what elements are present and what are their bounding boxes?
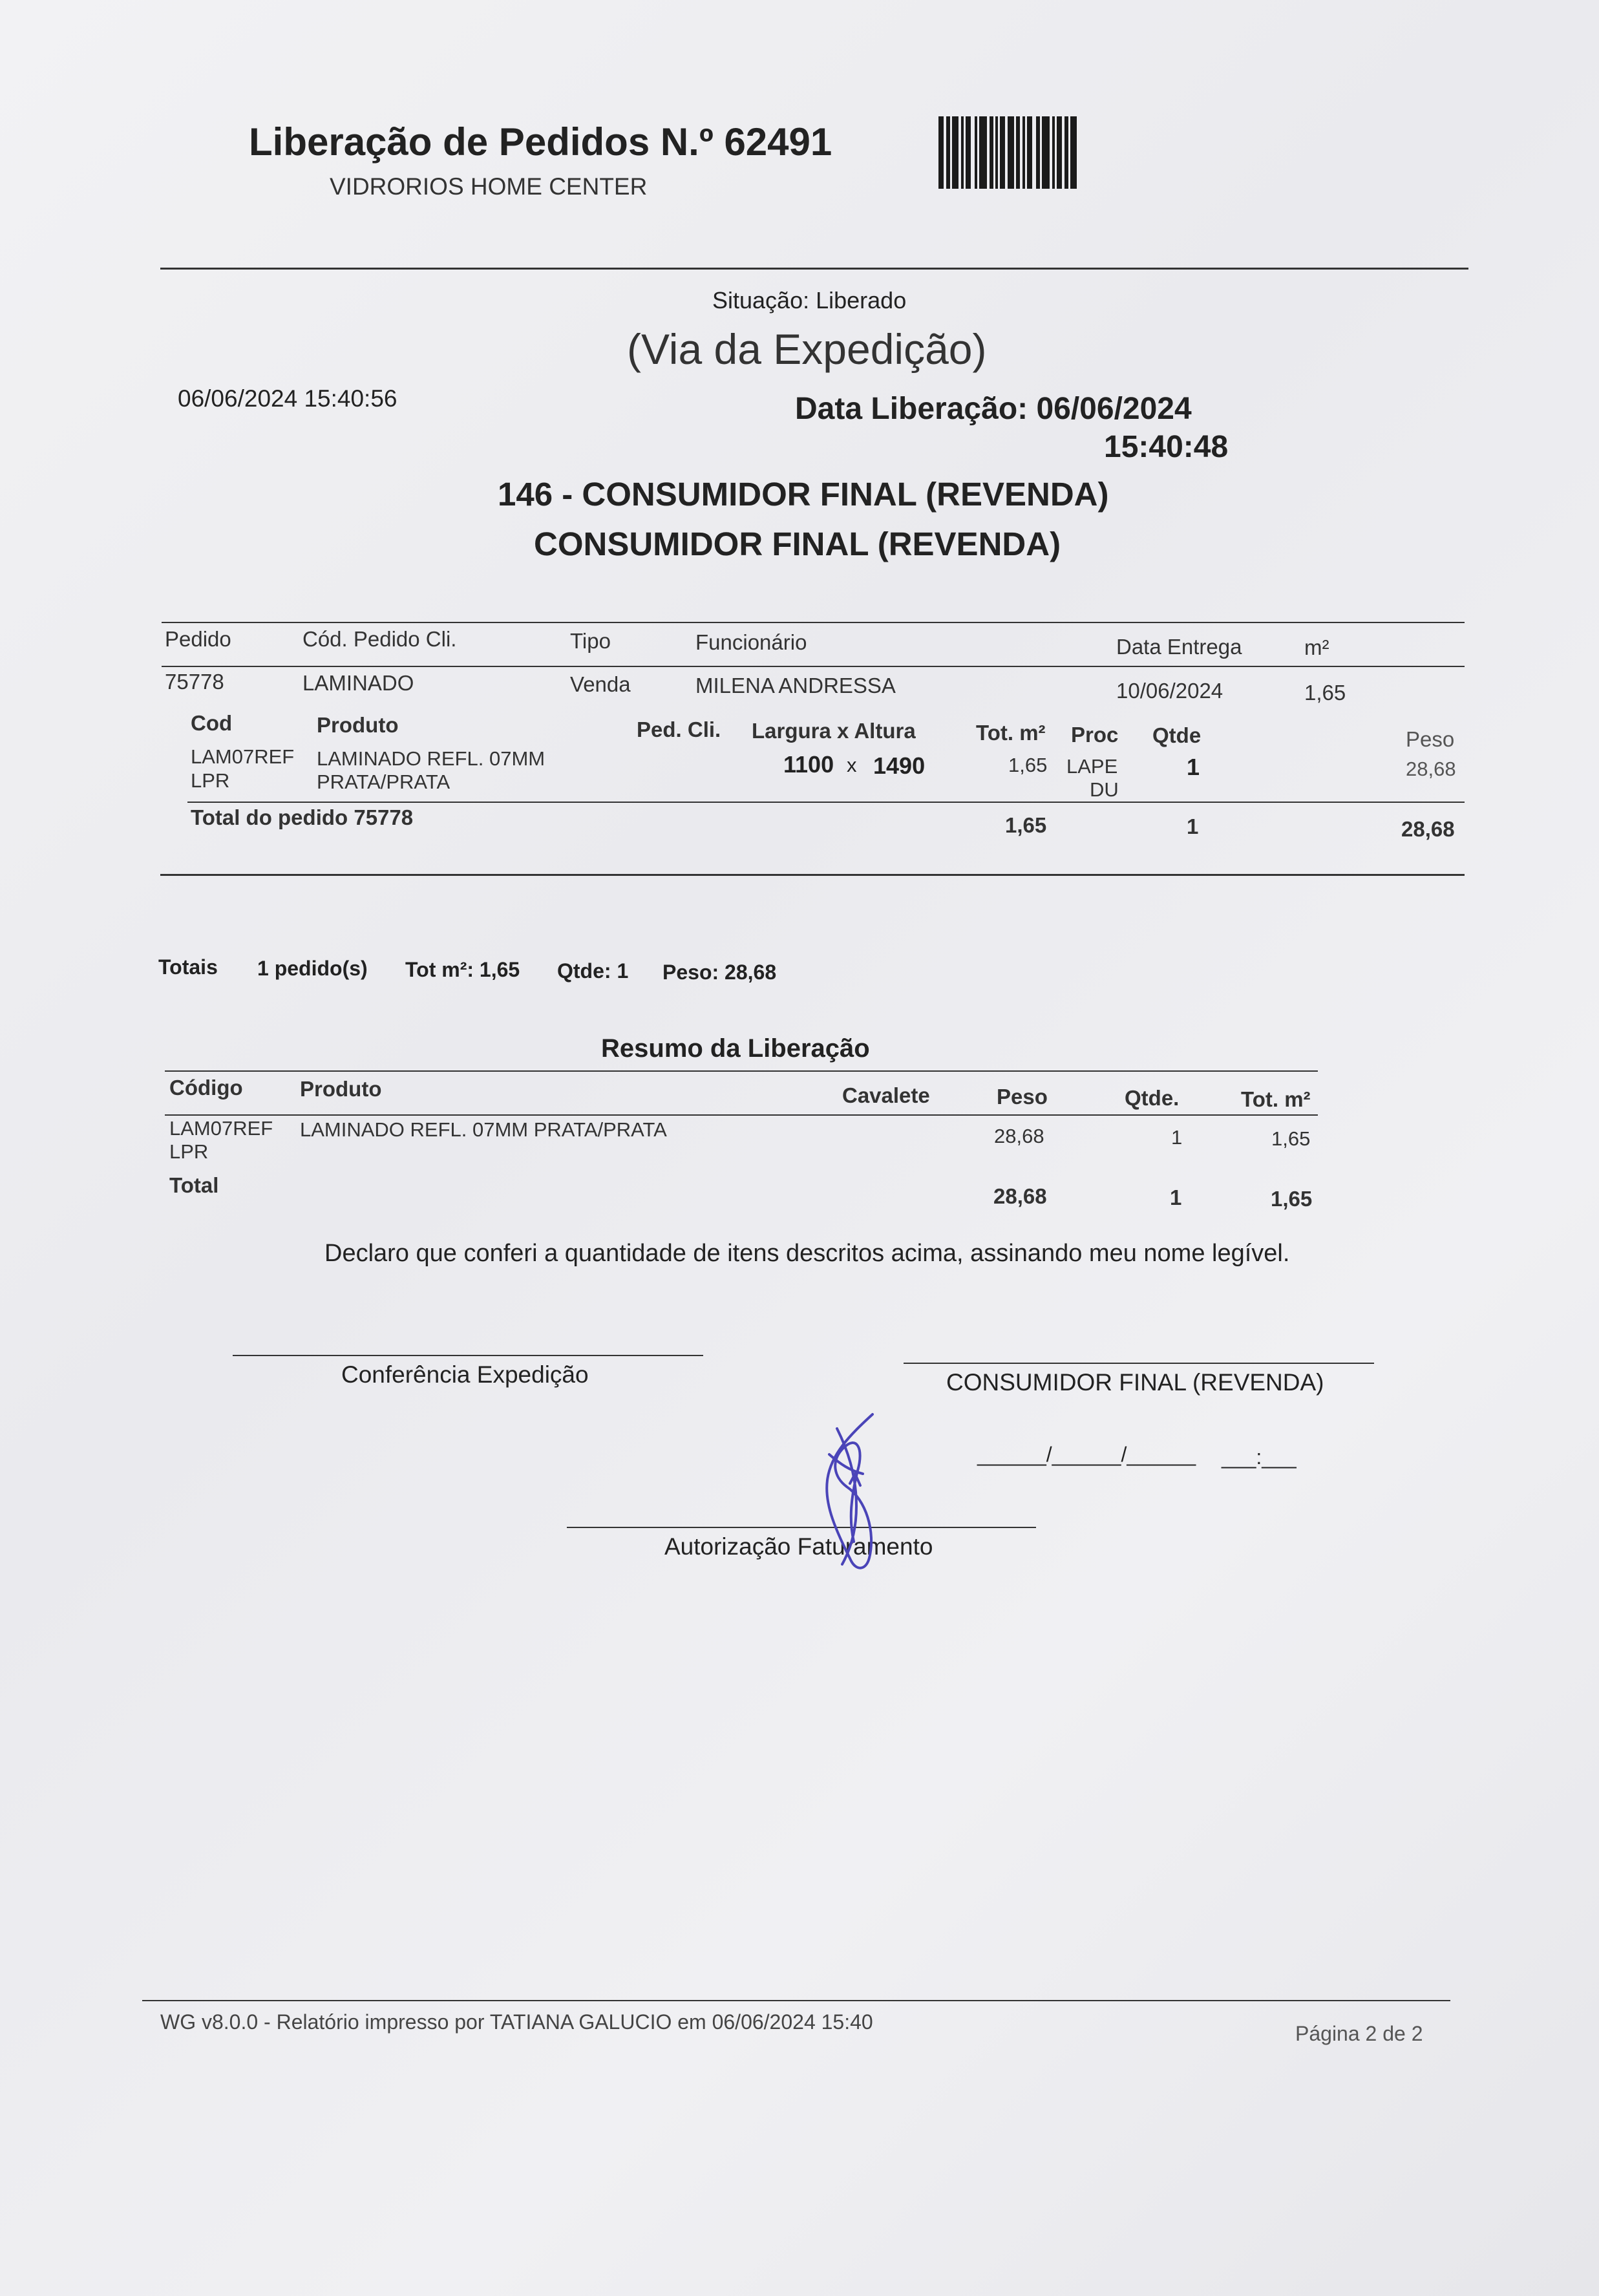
items-total-rule <box>187 802 1465 803</box>
signature-line-consumidor <box>904 1363 1374 1364</box>
cell-cod-line-1: LAM07REF <box>191 745 295 768</box>
date-blank: ______/______/______ <box>977 1443 1196 1466</box>
col-tot-m2: Tot. m² <box>976 721 1046 745</box>
cell-qtde: 1 <box>1187 754 1200 780</box>
document-title: Liberação de Pedidos N.º 62491 <box>249 120 832 164</box>
totais-label: Totais <box>158 955 218 979</box>
cell-resumo-peso: 28,68 <box>994 1125 1044 1147</box>
cell-codigo-line-1: LAM07REF <box>169 1117 273 1140</box>
col-data-entrega: Data Entrega <box>1116 635 1242 659</box>
client-line-1: 146 - CONSUMIDOR FINAL (REVENDA) <box>498 476 1109 513</box>
order-total-m2: 1,65 <box>1005 813 1047 837</box>
order-section-divider <box>160 874 1465 876</box>
col-peso: Peso <box>1406 727 1455 751</box>
signature-line-autorizacao <box>567 1527 1036 1528</box>
resumo-title: Resumo da Liberação <box>601 1034 870 1063</box>
handwritten-signature <box>811 1409 895 1577</box>
totais-pedidos: 1 pedido(s) <box>257 957 368 980</box>
data-liberacao-time: 15:40:48 <box>1104 430 1229 464</box>
cell-m2: 1,65 <box>1304 681 1346 705</box>
declaration-text: Declaro que conferi a quantidade de itens descritos acima, assinando meu nome legível. <box>324 1240 1290 1267</box>
cell-codigo-line-2: LPR <box>169 1140 209 1163</box>
cell-data-entrega: 10/06/2024 <box>1116 679 1223 703</box>
col-cavalete: Cavalete <box>842 1083 930 1107</box>
col-resumo-produto: Produto <box>300 1077 382 1101</box>
col-m2: m² <box>1304 635 1329 659</box>
barcode <box>938 116 1166 189</box>
col-codigo: Código <box>169 1076 243 1100</box>
signature-label-autorizacao: Autorização Faturamento <box>664 1533 933 1560</box>
col-resumo-peso: Peso <box>997 1085 1048 1109</box>
cell-proc-line-1: LAPE <box>1066 755 1118 778</box>
cell-largura: 1100 <box>783 751 834 778</box>
header-divider <box>160 268 1468 270</box>
order-total-qtde: 1 <box>1187 814 1199 838</box>
footer-page-number: Página 2 de 2 <box>1295 2022 1423 2045</box>
cell-tot-m2: 1,65 <box>1008 754 1048 776</box>
signature-label-conferencia: Conferência Expedição <box>341 1361 589 1388</box>
data-liberacao: Data Liberação: 06/06/2024 <box>795 392 1192 426</box>
col-pedido: Pedido <box>165 627 231 651</box>
cell-pedido: 75778 <box>165 670 224 694</box>
col-resumo-qtde: Qtde. <box>1125 1086 1180 1110</box>
cell-tipo: Venda <box>570 672 631 696</box>
cell-cod-line-2: LPR <box>191 769 230 792</box>
col-produto: Produto <box>317 713 399 737</box>
situacao-label: Situação: Liberado <box>712 287 907 314</box>
col-resumo-tot-m2: Tot. m² <box>1241 1087 1311 1111</box>
cell-funcionario: MILENA ANDRESSA <box>695 674 896 697</box>
col-cod-pedido-cli: Cód. Pedido Cli. <box>302 627 457 651</box>
cell-resumo-tot-m2: 1,65 <box>1271 1127 1311 1150</box>
company-name: VIDRORIOS HOME CENTER <box>330 173 648 200</box>
order-total-label: Total do pedido 75778 <box>191 805 414 829</box>
footer-printed-by: WG v8.0.0 - Relatório impresso por TATIANA GALUCIO em 06/06/2024 15:40 <box>160 2010 873 2034</box>
totais-qtde: Qtde: 1 <box>557 959 629 983</box>
col-largura-altura: Largura x Altura <box>752 719 916 743</box>
resumo-total-tot-m2: 1,65 <box>1271 1187 1313 1211</box>
resumo-total-label: Total <box>169 1173 219 1197</box>
via-label: (Via da Expedição) <box>627 325 987 373</box>
cell-x: x <box>847 754 857 776</box>
col-qtde: Qtde <box>1152 723 1202 747</box>
order-table-top-rule <box>162 622 1465 623</box>
col-tipo: Tipo <box>570 629 611 653</box>
signature-label-consumidor: CONSUMIDOR FINAL (REVENDA) <box>946 1369 1324 1396</box>
cell-altura: 1490 <box>873 752 926 779</box>
client-line-2: CONSUMIDOR FINAL (REVENDA) <box>534 526 1061 562</box>
cell-resumo-produto: LAMINADO REFL. 07MM PRATA/PRATA <box>300 1118 667 1141</box>
cell-cod-pedido-cli: LAMINADO <box>302 671 414 695</box>
col-ped-cli: Ped. Cli. <box>637 717 721 741</box>
totais-peso: Peso: 28,68 <box>662 961 777 984</box>
signature-line-conferencia <box>233 1355 703 1356</box>
order-table-header-rule <box>162 666 1465 667</box>
cell-produto-line-2: PRATA/PRATA <box>317 771 450 793</box>
cell-resumo-qtde: 1 <box>1171 1126 1183 1149</box>
resumo-total-peso: 28,68 <box>993 1184 1047 1208</box>
col-funcionario: Funcionário <box>695 630 807 654</box>
cell-peso: 28,68 <box>1406 758 1456 780</box>
order-total-peso: 28,68 <box>1401 817 1455 841</box>
resumo-total-qtde: 1 <box>1170 1185 1182 1209</box>
time-blank: ___:___ <box>1222 1445 1297 1469</box>
resumo-header-rule <box>165 1114 1318 1116</box>
cell-proc-line-2: DU <box>1090 778 1119 801</box>
col-proc: Proc <box>1071 723 1119 747</box>
resumo-top-rule <box>165 1070 1318 1072</box>
totais-tot-m2: Tot m²: 1,65 <box>405 958 520 981</box>
footer-rule <box>142 2000 1450 2001</box>
printed-datetime: 06/06/2024 15:40:56 <box>178 385 397 412</box>
cell-produto-line-1: LAMINADO REFL. 07MM <box>317 747 545 770</box>
col-cod: Cod <box>191 711 233 735</box>
